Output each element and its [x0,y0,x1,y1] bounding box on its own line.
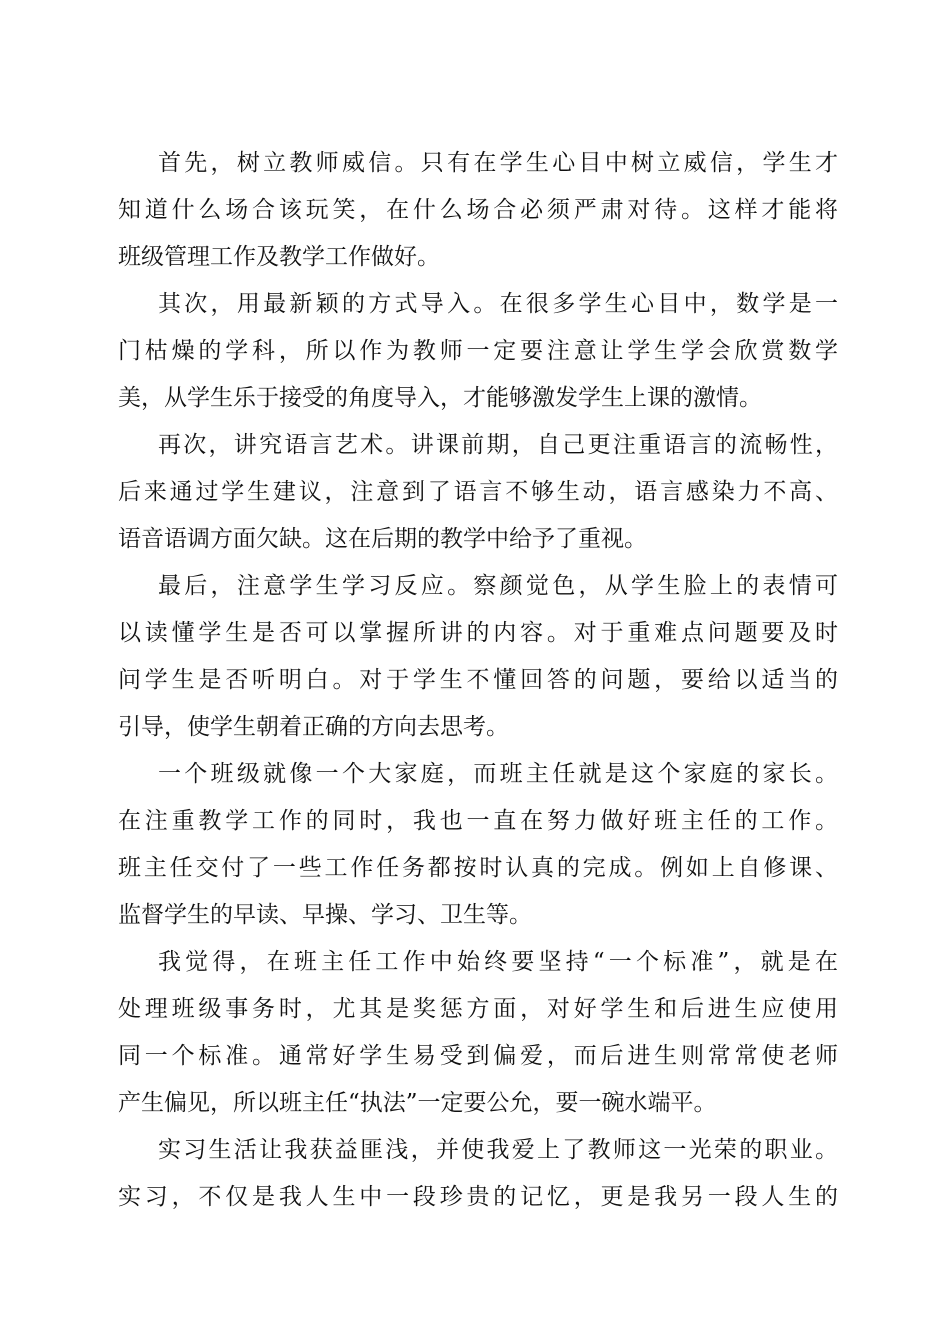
text-line: 再次，讲究语言艺术。讲课前期，自己更注重语言的流畅性， [158,432,838,458]
text-line: 处理班级事务时，尤其是奖惩方面，对好学生和后进生应使用 [118,996,838,1022]
text-line: 我觉得，在班主任工作中始终要坚持“一个标准”，就是在 [158,949,838,975]
paragraph-language-art [118,422,838,563]
text-line: 监督学生的早读、早操、学习、卫生等。 [118,902,532,928]
text-line: 美，从学生乐于接受的角度导入，才能够激发学生上课的激情。 [118,385,762,411]
paragraph-student-reaction [118,563,838,751]
text-line: 在注重教学工作的同时，我也一直在努力做好班主任的工作。 [118,808,838,834]
text-line: 问学生是否听明白。对于学生不懂回答的问题，要给以适当的 [118,667,838,693]
text-line: 同一个标准。通常好学生易受到偏爱，而后进生则常常使老师 [118,1043,838,1069]
text-line: 班级管理工作及教学工作做好。 [118,244,440,270]
document-body [118,140,838,1221]
text-line: 产生偏见，所以班主任“执法”一定要公允，要一碗水端平。 [118,1090,717,1116]
text-line: 引导，使学生朝着正确的方向去思考。 [118,714,509,740]
text-line: 后来通过学生建议，注意到了语言不够生动，语言感染力不高、 [118,479,838,505]
text-line: 门枯燥的学科，所以作为教师一定要注意让学生学会欣赏数学 [118,338,838,364]
text-line: 班主任交付了一些工作任务都按时认真的完成。例如上自修课、 [118,855,838,881]
text-line: 一个班级就像一个大家庭，而班主任就是这个家庭的家长。 [158,761,838,787]
text-line: 最后，注意学生学习反应。察颜觉色，从学生脸上的表情可 [158,573,838,599]
paragraph-teacher-authority [118,140,838,281]
paragraph-one-standard [118,939,838,1127]
text-line: 其次，用最新颖的方式导入。在很多学生心目中，数学是一 [158,291,838,317]
paragraph-lesson-introduction [118,281,838,422]
paragraph-class-family [118,751,838,939]
text-line: 首先，树立教师威信。只有在学生心目中树立威信，学生才 [158,150,838,176]
text-line: 实习生活让我获益匪浅，并使我爱上了教师这一光荣的职业。 [158,1137,838,1163]
text-line: 以读懂学生是否可以掌握所讲的内容。对于重难点问题要及时 [118,620,838,646]
text-line: 知道什么场合该玩笑，在什么场合必须严肃对待。这样才能将 [118,197,838,223]
paragraph-internship-gains [118,1127,838,1221]
text-line: 语音语调方面欠缺。这在后期的教学中给予了重视。 [118,526,647,552]
text-line: 实习，不仅是我人生中一段珍贵的记忆，更是我另一段人生的 [118,1184,838,1210]
